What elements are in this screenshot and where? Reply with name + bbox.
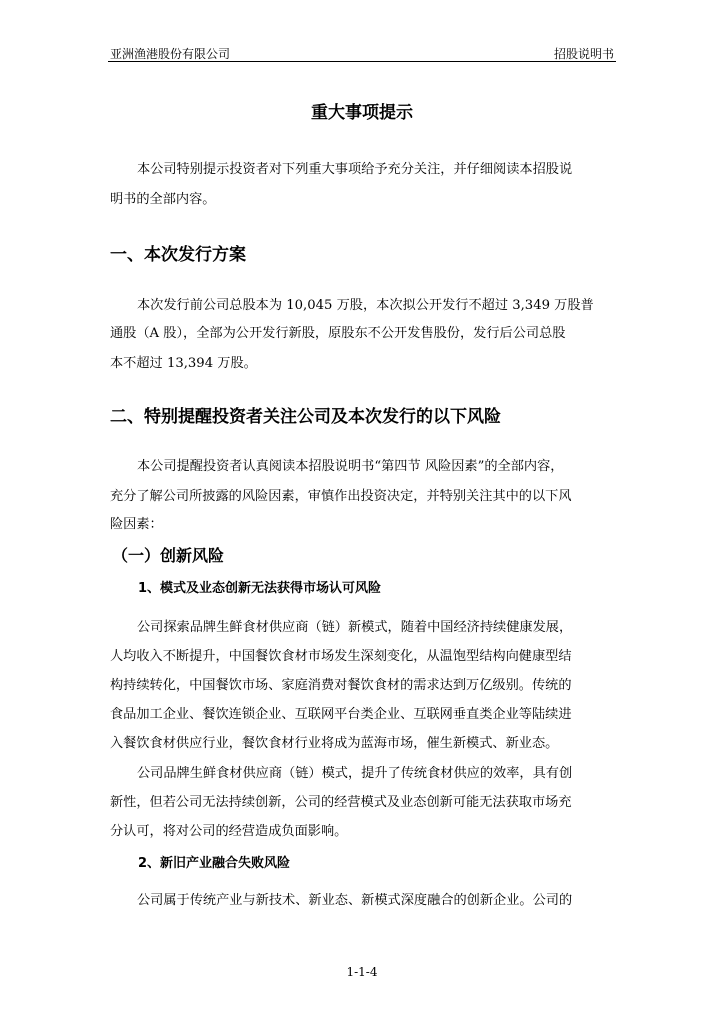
- section-1-line-3: 本不超过 13,394 万股。: [110, 356, 257, 371]
- section-1-line-2: 通股（A 股），全部为公开发行新股，原股东不公开发售股份，发行后公司总股: [110, 326, 566, 341]
- section-1-heading: 一、本次发行方案: [110, 245, 246, 265]
- header-company: 亚洲渔港股份有限公司: [110, 47, 231, 61]
- item-1-para-1-line-1: 公司探索品牌生鲜食材供应商（链）新模式，随着中国经济持续健康发展，: [137, 620, 573, 635]
- intro-line-2: 明书的全部内容。: [110, 192, 216, 207]
- intro-line-1: 本公司特别提示投资者对下列重大事项给予充分关注，并仔细阅读本招股说: [137, 162, 573, 177]
- section-1-line-1: 本次发行前公司总股本为 10,045 万股，本次拟公开发行不超过 3,349 万股普: [137, 298, 594, 313]
- item-1-para-1-line-3: 构持续转化，中国餐饮市场、家庭消费对餐饮食材的需求达到万亿级别。传统的: [110, 678, 572, 693]
- subsection-1-heading: （一）创新风险: [112, 546, 225, 565]
- page-number: 1-1-4: [346, 965, 378, 979]
- header-doc-type: 招股说明书: [553, 47, 614, 61]
- item-1-heading: 1、模式及业态创新无法获得市场认可风险: [138, 581, 382, 596]
- item-1-para-2-line-2: 新性，但若公司无法持续创新，公司的经营模式及业态创新可能无法获取市场充: [110, 795, 572, 810]
- section-2-line-3: 险因素：: [110, 517, 163, 532]
- item-1-para-1-line-4: 食品加工企业、餐饮连锁企业、互联网平台类企业、互联网垂直类企业等陆续进: [110, 707, 572, 722]
- item-2-heading: 2、新旧产业融合失败风险: [138, 856, 291, 871]
- item-1-para-2-line-3: 分认可，将对公司的经营造成负面影响。: [110, 824, 348, 839]
- section-2-line-1: 本公司提醒投资者认真阅读本招股说明书“第四节 风险因素”的全部内容，: [137, 459, 564, 474]
- item-2-para-1-line-1: 公司属于传统产业与新技术、新业态、新模式深度融合的创新企业。公司的: [137, 893, 573, 908]
- item-1-para-1-line-5: 入餐饮食材供应行业，餐饮食材行业将成为蓝海市场，催生新模式、新业态。: [110, 736, 559, 751]
- section-2-line-2: 充分了解公司所披露的风险因素，审慎作出投资决定，并特别关注其中的以下风: [110, 489, 572, 504]
- item-1-para-2-line-1: 公司品牌生鲜食材供应商（链）模式，提升了传统食材供应的效率，具有创: [137, 766, 573, 781]
- section-2-heading: 二、特别提醒投资者关注公司及本次发行的以下风险: [110, 407, 501, 427]
- page-title: 重大事项提示: [311, 103, 413, 123]
- header-rule: [108, 61, 616, 62]
- item-1-para-1-line-2: 人均收入不断提升，中国餐饮食材市场发生深刻变化，从温饱型结构向健康型结: [110, 649, 572, 664]
